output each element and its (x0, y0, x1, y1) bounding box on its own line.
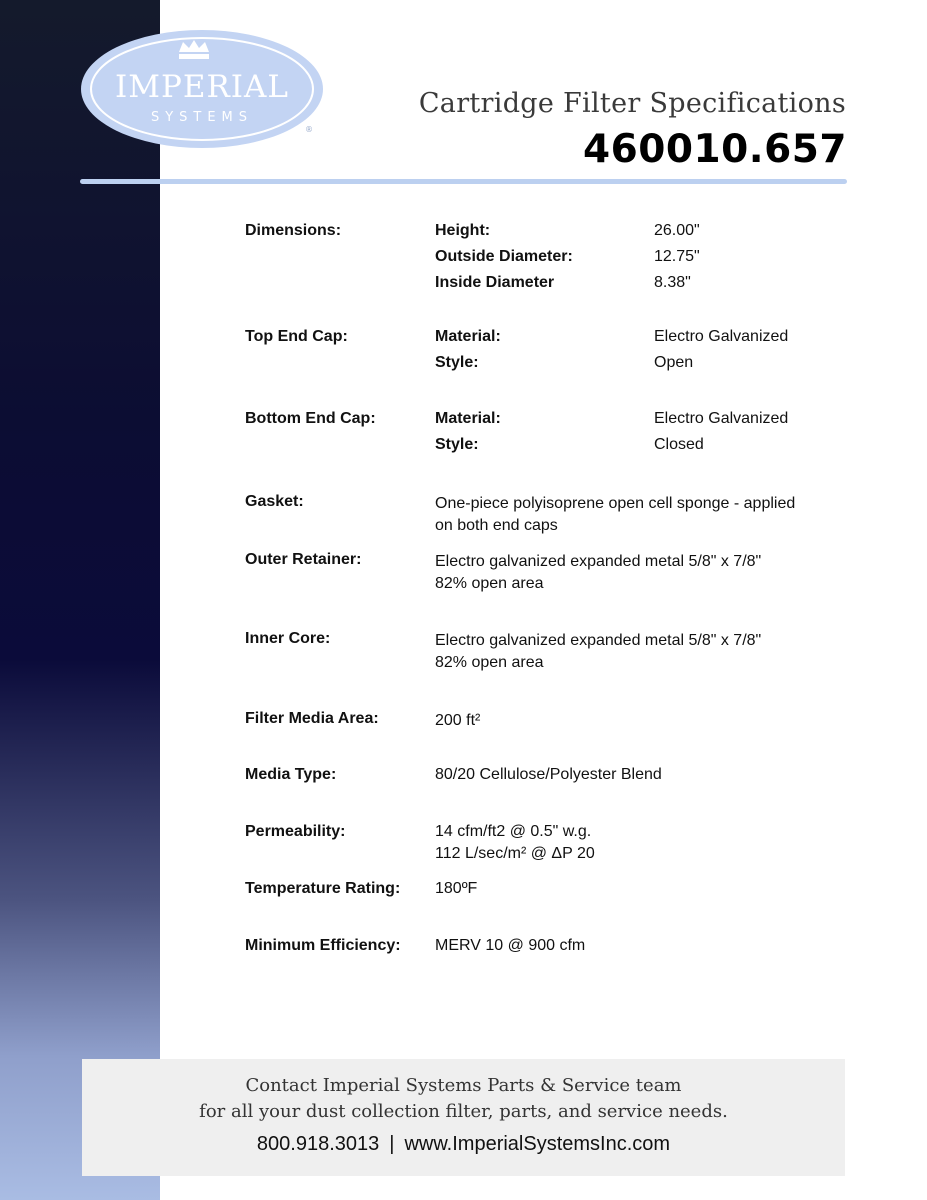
spec-value: 80/20 Cellulose/Polyester Blend (435, 766, 662, 783)
spec-sub-value: Electro Galvanized (654, 328, 789, 345)
spec-value-line: Electro galvanized expanded metal 5/8" x 7/8" (435, 632, 762, 649)
spec-label: Dimensions: (245, 222, 342, 239)
spec-label: Top End Cap: (245, 328, 348, 345)
spec-value-line: One-piece polyisoprene open cell sponge - applied (435, 495, 796, 512)
spec-label: Minimum Efficiency: (245, 937, 401, 954)
spec-value-line: 82% open area (435, 575, 544, 592)
spec-sub-label: Material: (435, 410, 501, 427)
spec-sub-value: 26.00" (654, 222, 700, 239)
imperial-systems-logo (80, 29, 325, 149)
spec-label: Temperature Rating: (245, 880, 401, 897)
spec-value: 180ºF (435, 880, 478, 897)
footer-line-2: for all your dust collection filter, parts, and service needs. (199, 1101, 728, 1122)
crown-icon (179, 40, 209, 59)
spec-label: Inner Core: (245, 630, 331, 647)
spec-label: Gasket: (245, 493, 304, 510)
footer-line-1: Contact Imperial Systems Parts & Service team (245, 1075, 682, 1096)
spec-sub-label: Material: (435, 328, 501, 345)
footer-separator: | (389, 1133, 395, 1155)
title-divider (80, 179, 847, 184)
phone-number[interactable]: 800.918.3013 (256, 1133, 380, 1155)
spec-value: MERV 10 @ 900 cfm (435, 937, 586, 954)
spec-label: Outer Retainer: (245, 551, 362, 568)
spec-value-line: 82% open area (435, 654, 544, 671)
spec-label: Media Type: (245, 766, 337, 783)
spec-sub-label: Outside Diameter: (435, 248, 573, 265)
document-title: Cartridge Filter Specifications (418, 88, 846, 119)
spec-value-line: Electro galvanized expanded metal 5/8" x 7/8" (435, 553, 762, 570)
spec-label: Filter Media Area: (245, 710, 379, 727)
logo-tagline: SYSTEMS (150, 110, 254, 125)
spec-label: Permeability: (245, 823, 346, 840)
spec-sub-value: Electro Galvanized (654, 410, 789, 427)
spec-sub-value: Open (654, 354, 694, 371)
footer-contact (82, 1133, 845, 1156)
registered-mark: ® (305, 125, 313, 134)
logo-wordmark: IMPERIAL (114, 69, 290, 105)
spec-sub-label: Style: (435, 354, 479, 371)
contact-footer (82, 1059, 845, 1176)
spec-sub-label: Height: (435, 222, 491, 239)
spec-sub-label: Inside Diameter (435, 274, 555, 291)
spec-sub-value: Closed (654, 436, 704, 453)
website-link[interactable]: www.ImperialSystemsInc.com (404, 1133, 671, 1155)
spec-value-line: 112 L/sec/m² @ ΔP 20 (435, 845, 595, 862)
part-number: 460010.657 (582, 127, 847, 172)
spec-value-line: on both end caps (435, 517, 558, 534)
spec-label: Bottom End Cap: (245, 410, 376, 427)
spec-value-line: 14 cfm/ft2 @ 0.5" w.g. (435, 823, 592, 840)
spec-value: 200 ft² (435, 712, 481, 729)
spec-sub-value: 8.38" (654, 274, 691, 291)
spec-sub-value: 12.75" (654, 248, 700, 265)
spec-sub-label: Style: (435, 436, 479, 453)
